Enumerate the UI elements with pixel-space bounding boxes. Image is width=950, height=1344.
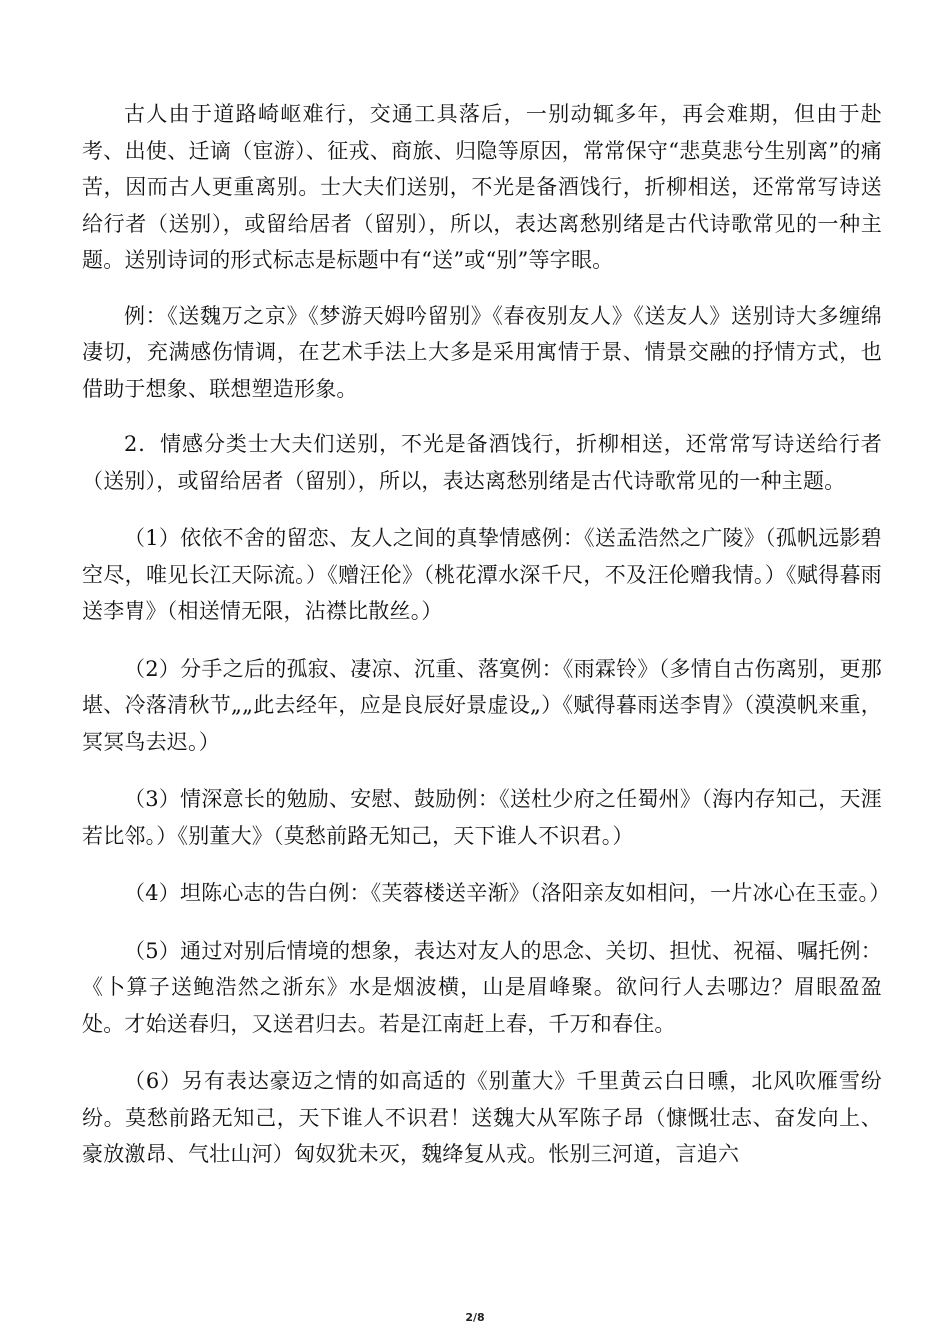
paragraph-item-6: （6）另有表达豪迈之情的如高适的《别董大》千里黄云白日曛，北风吹雁雪纷纷。莫愁前路无知己，天下谁人不识君！送魏大从军陈子昂（慷慨壮志、奋发向上、豪放激昂、气壮山河）匈奴犹未灭，魏绛复从戎。怅别三河道，言追六 bbox=[82, 1069, 882, 1166]
paragraph-item-5: （5）通过对别后情境的想象，表达对友人的思念、关切、担忧、祝福、嘱托例：《卜算子送鲍浩然之浙东》水是烟波横，山是眉峰聚。欲问行人去哪边？眉眼盈盈处。才始送春归，又送君归去。若是江南赶上春，千万和春住。 bbox=[82, 938, 882, 1036]
paragraph-intro: 古人由于道路崎岖难行，交通工具落后，一别动辄多年，再会难期，但由于赴考、出使、迁谪（宦游）、征戎、商旅、归隐等原因，常常保守“悲莫悲兮生别离”的痛苦，因而古人更重离别。士大夫们送别，不光是备酒饯行，折柳相送，还常常写诗送给行者（送别），或留给居者（留别），所以，表达离愁别绪是古代诗歌常见的一种主题。送别诗词的形式标志是标题中有“送”或“别”等字眼。 bbox=[82, 102, 882, 272]
paragraph-item-3: （3）情深意长的勉励、安慰、鼓励例：《送杜少府之任蜀州》（海内存知己，天涯若比邻。）《别董大》（莫愁前路无知己，天下谁人不识君。） bbox=[82, 787, 882, 848]
paragraph-examples: 例：《送魏万之京》《梦游天姆吟留别》《春夜别友人》《送友人》送别诗大多缠绵凄切，充满感伤情调，在艺术手法上大多是采用寓情于景、情景交融的抒情方式，也借助于想象、联想塑造形象。 bbox=[82, 303, 882, 401]
paragraph-item-1: （1）依依不舍的留恋、友人之间的真挚情感例：《送孟浩然之广陵》（孤帆远影碧空尽，唯见长江天际流。）《赠汪伦》（桃花潭水深千尺，不及汪伦赠我情。）《赋得暮雨送李胄》（相送情无限，沾襟比散丝。） bbox=[82, 526, 882, 623]
paragraph-item-4: （4）坦陈心志的告白例：《芙蓉楼送辛渐》（洛阳亲友如相问，一片冰心在玉壶。） bbox=[124, 881, 891, 905]
paragraph-item-2: （2）分手之后的孤寂、凄凉、沉重、落寞例：《雨霖铃》（多情自古伤离别，更那堪、冷落清秋节„„此去经年，应是良辰好景虚设„）《赋得暮雨送李胄》（漠漠帆来重，冥冥鸟去迟。） bbox=[82, 656, 882, 754]
document-body bbox=[82, 96, 891, 1173]
page-number: 2/8 bbox=[465, 1311, 485, 1324]
paragraph-emotion-classification: 2．情感分类士大夫们送别，不光是备酒饯行，折柳相送，还常常写诗送给行者（送别），或留给居者（留别），所以，表达离愁别绪是古代诗歌常见的一种主题。 bbox=[82, 432, 882, 493]
